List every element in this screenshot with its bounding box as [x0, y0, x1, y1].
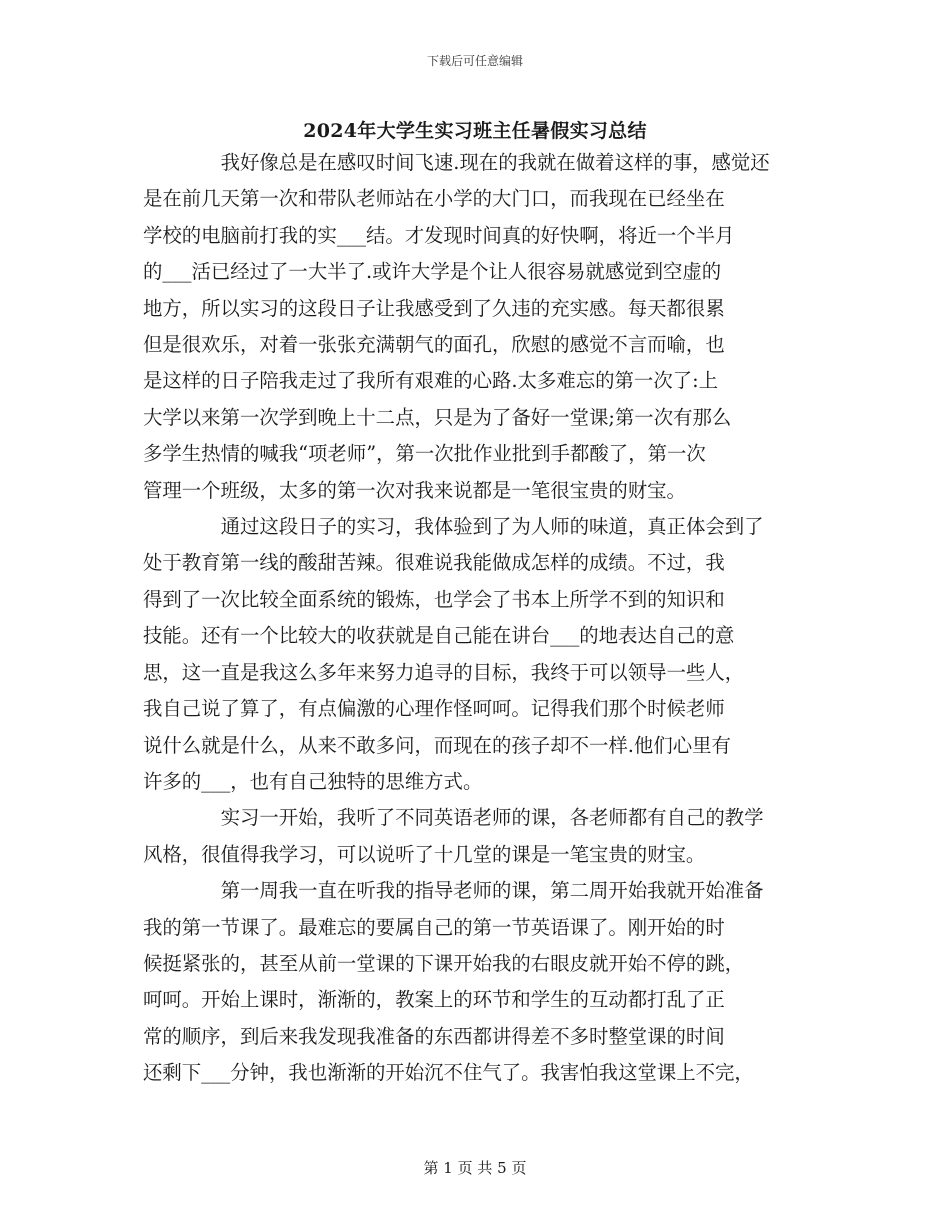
- header-note: 下载后可任意编辑: [426, 54, 523, 68]
- text-line: 地方，所以实习的这段日子让我感受到了久违的充实感。每天都很累: [143, 296, 725, 320]
- text-line: 我自己说了算了，有点偏激的心理作怪呵呵。记得我们那个时候老师: [143, 697, 725, 721]
- text-line: 常的顺序，到后来我发现我准备的东西都讲得差不多时整堂课的时间: [143, 1024, 725, 1048]
- text-line: 是在前几天第一次和带队老师站在小学的大门口，而我现在已经坐在: [143, 187, 725, 211]
- paragraph-3: [143, 800, 819, 873]
- text-line: 实习一开始，我听了不同英语老师的课，各老师都有自己的教学: [220, 806, 764, 830]
- text-line: 但是很欢乐，对着一张张充满朝气的面孔，欣慰的感觉不言而喻，也: [143, 333, 725, 357]
- text-line: 呵呵。开始上课时，渐渐的，教案上的环节和学生的互动都打乱了正: [143, 988, 725, 1012]
- paragraph-2: [143, 509, 819, 800]
- paragraph-4: [143, 873, 819, 1091]
- text-line: 技能。还有一个比较大的收获就是自己能在讲台___的地表达自己的意: [143, 624, 735, 648]
- text-line: 还剩下___分钟，我也渐渐的开始沉不住气了。我害怕我这堂课上不完，: [143, 1061, 754, 1085]
- text-line: 风格，很值得我学习，可以说听了十几堂的课是一笔宝贵的财宝。: [143, 842, 706, 866]
- text-line: 的___活已经过了一大半了.或许大学是个让人很容易就感觉到空虚的: [143, 260, 722, 284]
- text-line: 大学以来第一次学到晚上十二点，只是为了备好一堂课;第一次有那么: [143, 405, 732, 429]
- text-line: 许多的___，也有自己独特的思维方式。: [143, 769, 483, 793]
- text-line: 管理一个班级，太多的第一次对我来说都是一笔很宝贵的财宝。: [143, 478, 686, 502]
- text-line: 是这样的日子陪我走过了我所有艰难的心路.太多难忘的第一次了:上: [143, 369, 719, 393]
- text-line: 说什么就是什么，从来不敢多问，而现在的孩子却不一样.他们心里有: [143, 733, 731, 757]
- text-line: 思，这一直是我这么多年来努力追寻的目标，我终于可以领导一些人，: [143, 660, 745, 684]
- document-title: 2024年大学生实习班主任暑假实习总结: [303, 120, 647, 142]
- text-line: 我好像总是在感叹时间飞速.现在的我就在做着这样的事，感觉还: [220, 151, 770, 174]
- page-number: 第 1 页 共 5 页: [423, 1159, 527, 1177]
- document-body: [143, 145, 819, 1092]
- text-line: 第一周我一直在听我的指导老师的课，第二周开始我就开始准备: [220, 879, 764, 903]
- text-line: 我的第一节课了。最难忘的要属自己的第一节英语课了。刚开始的时: [143, 915, 725, 939]
- text-line: 多学生热情的喊我“项老师”，第一次批作业批到手都酸了，第一次: [143, 442, 706, 466]
- text-line: 候挺紧张的，甚至从前一堂课的下课开始我的右眼皮就开始不停的跳，: [143, 951, 745, 975]
- text-line: 处于教育第一线的酸甜苦辣。很难说我能做成怎样的成绩。不过，我: [143, 551, 725, 575]
- text-line: 得到了一次比较全面系统的锻炼，也学会了书本上所学不到的知识和: [143, 587, 725, 611]
- text-line: 学校的电脑前打我的实___结。才发现时间真的好快啊，将近一个半月: [143, 223, 735, 247]
- paragraph-1: [143, 145, 819, 509]
- text-line: 通过这段日子的实习，我体验到了为人师的味道，真正体会到了: [220, 515, 764, 539]
